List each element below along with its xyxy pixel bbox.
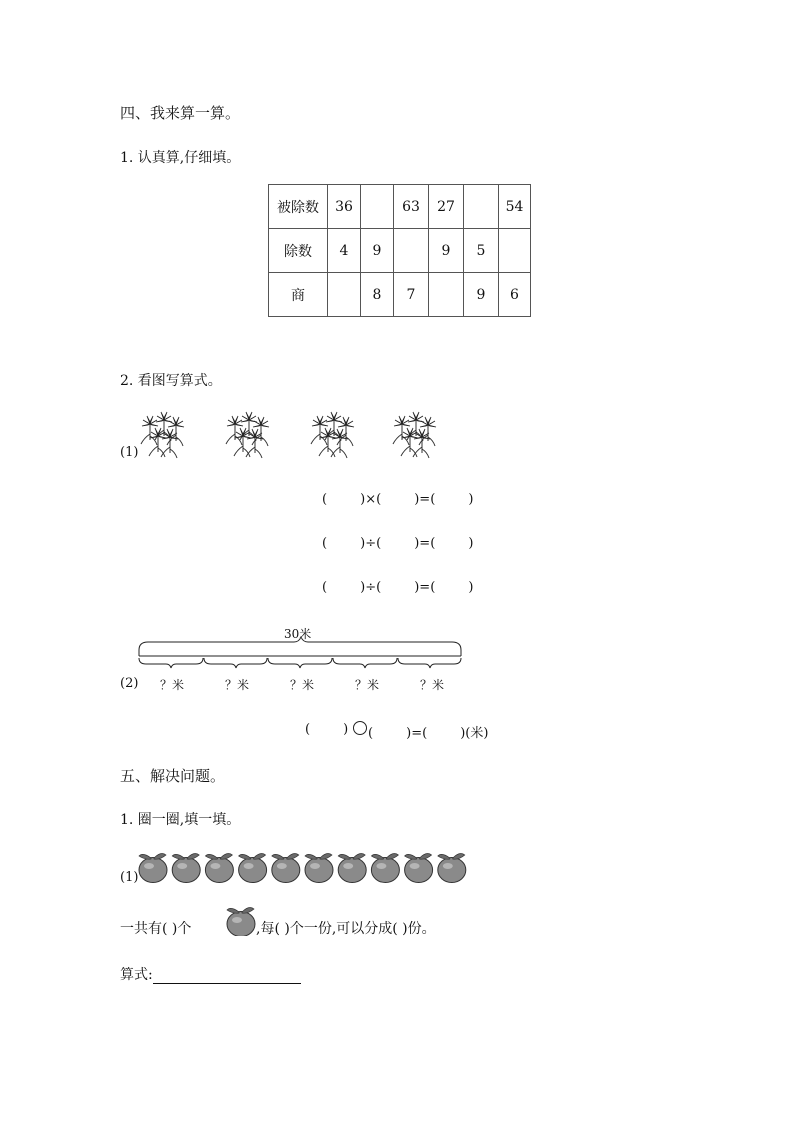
- blank-cell[interactable]: [394, 229, 429, 273]
- blank-cell[interactable]: [361, 185, 394, 229]
- value-cell: 63: [394, 185, 429, 229]
- fruit-icon: [205, 854, 233, 883]
- fruit-icon: [239, 854, 267, 883]
- value-cell: 7: [394, 273, 429, 317]
- fruit-icon: [371, 854, 399, 883]
- part-1-label: (1): [120, 870, 139, 885]
- value-cell: 36: [328, 185, 361, 229]
- part-2-label: (2): [120, 676, 139, 691]
- counting-sentence-part-a: 一共有( )个: [120, 921, 192, 937]
- value-cell: 6: [499, 273, 531, 317]
- blank-cell[interactable]: [429, 273, 464, 317]
- flower-cluster: [226, 412, 269, 458]
- value-cell: 9: [429, 229, 464, 273]
- fruit-icon: [272, 854, 300, 883]
- value-cell: 5: [464, 229, 499, 273]
- segment-equation-right: ( )=( )(米): [368, 726, 489, 741]
- fruit-icon: [172, 854, 200, 883]
- value-cell: 54: [499, 185, 531, 229]
- segment-label: ？米: [290, 678, 315, 692]
- value-cell: 8: [361, 273, 394, 317]
- multiplication-equation: ( )×( )=( ): [322, 492, 474, 507]
- fruit-icon: [305, 854, 333, 883]
- segment-equation-left: ( ): [305, 722, 349, 737]
- flower-cluster: [393, 412, 436, 458]
- table-row: [269, 273, 531, 317]
- counting-sentence-part-b: ,每( )个一份,可以分成( )份。: [256, 921, 436, 937]
- row-label: 被除数: [269, 185, 328, 229]
- row-label: 除数: [269, 229, 328, 273]
- fruit-icon: [438, 854, 466, 883]
- table-row: [269, 185, 531, 229]
- row-label: 商: [269, 273, 328, 317]
- division-table: [268, 184, 531, 317]
- segment-label: ？米: [160, 678, 185, 692]
- blank-cell[interactable]: [499, 229, 531, 273]
- fruit-icon: [405, 854, 433, 883]
- segment-label: ？米: [420, 678, 445, 692]
- division-equation-2: ( )÷( )=( ): [322, 580, 474, 595]
- table-row: [269, 229, 531, 273]
- division-equation-1: ( )÷( )=( ): [322, 536, 474, 551]
- segment-brace-diagram: [136, 636, 466, 672]
- blank-cell[interactable]: [328, 273, 361, 317]
- part-1-label: (1): [120, 445, 139, 460]
- segment-label: ？米: [225, 678, 250, 692]
- total-length-label: 30米: [284, 627, 312, 641]
- section-four-heading: 四、我来算一算。: [120, 104, 241, 122]
- value-cell: 27: [429, 185, 464, 229]
- value-cell: 4: [328, 229, 361, 273]
- blank-cell[interactable]: [464, 185, 499, 229]
- flower-cluster: [311, 412, 354, 458]
- segment-label: ？米: [355, 678, 380, 692]
- formula-row: [120, 964, 301, 984]
- question-2-title: 2. 看图写算式。: [120, 373, 222, 389]
- question-1-title: 1. 认真算,仔细填。: [120, 150, 241, 166]
- operator-circle-icon: [352, 720, 368, 736]
- value-cell: 9: [361, 229, 394, 273]
- fruit-row: [136, 850, 471, 884]
- fruit-icon: [226, 906, 256, 936]
- flower-cluster: [141, 412, 184, 458]
- fruit-icon: [338, 854, 366, 883]
- flower-groups: [140, 410, 450, 465]
- formula-answer-line[interactable]: [153, 969, 301, 984]
- section-five-question-1-title: 1. 圈一圈,填一填。: [120, 812, 241, 828]
- value-cell: 9: [464, 273, 499, 317]
- fruit-icon: [139, 854, 167, 883]
- formula-label: 算式:: [120, 967, 153, 983]
- section-five-heading: 五、解决问题。: [120, 767, 226, 785]
